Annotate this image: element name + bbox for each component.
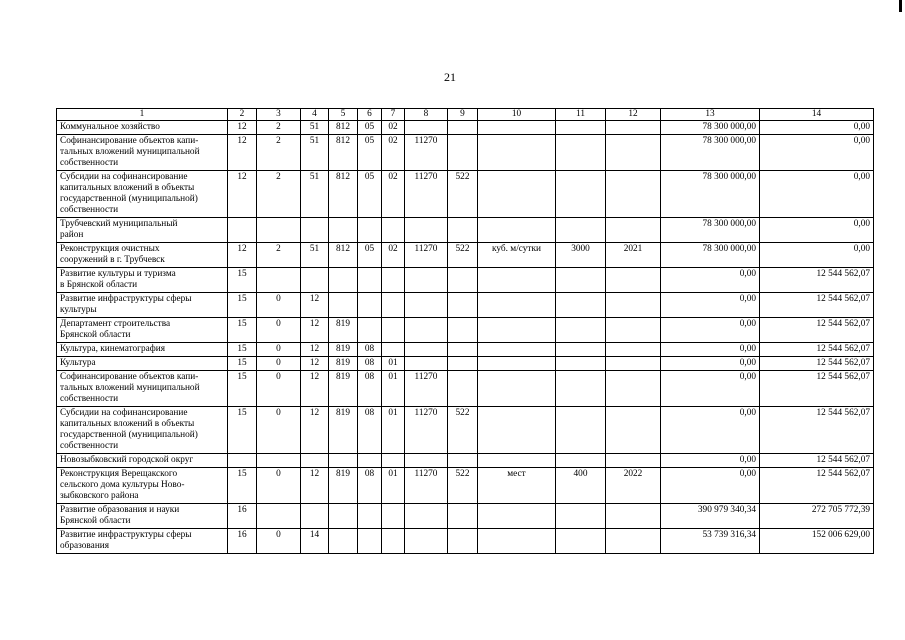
table-cell-col-13: 390 979 340,34 xyxy=(661,504,760,529)
table-row xyxy=(57,318,874,343)
table-cell-col-11: 3000 xyxy=(556,243,606,268)
table-cell-col-14: 12 544 562,07 xyxy=(760,407,874,454)
table-cell-col-7 xyxy=(382,504,405,529)
table-cell-col-2: 15 xyxy=(228,318,257,343)
column-header-14: 14 xyxy=(760,109,874,121)
table-cell-col-7: 02 xyxy=(382,135,405,171)
table-cell-col-4: 51 xyxy=(301,243,329,268)
table-cell-col-10 xyxy=(478,504,556,529)
table-cell-col-8 xyxy=(405,454,448,468)
table-cell-col-9 xyxy=(448,318,478,343)
table-cell-col-2 xyxy=(228,218,257,243)
table-cell-col-6 xyxy=(358,268,382,293)
table-cell-col-3 xyxy=(257,454,301,468)
row-name-cell: Софинансирование объектов капи- тальных вложений муниципальной собственности xyxy=(57,371,228,407)
table-cell-col-12 xyxy=(606,171,661,218)
row-name-cell: Культура xyxy=(57,357,228,371)
row-name-cell: Развитие культуры и туризма в Брянской области xyxy=(57,268,228,293)
table-cell-col-9 xyxy=(448,529,478,554)
table-cell-col-5: 819 xyxy=(329,468,358,504)
table-cell-col-10: мест xyxy=(478,468,556,504)
row-name-cell: Коммунальное хозяйство xyxy=(57,121,228,135)
table-cell-col-4: 12 xyxy=(301,371,329,407)
table-cell-col-11 xyxy=(556,407,606,454)
table-cell-col-6: 08 xyxy=(358,343,382,357)
table-cell-col-12 xyxy=(606,343,661,357)
table-cell-col-5 xyxy=(329,293,358,318)
row-name-cell: Реконструкция Верещакского сельского дома культуры Ново- зыбковского района xyxy=(57,468,228,504)
table-cell-col-14: 0,00 xyxy=(760,121,874,135)
table-cell-col-6 xyxy=(358,504,382,529)
table-cell-col-4: 12 xyxy=(301,343,329,357)
table-cell-col-12 xyxy=(606,318,661,343)
table-cell-col-8 xyxy=(405,357,448,371)
column-header-1: 1 xyxy=(57,109,228,121)
row-name-cell: Культура, кинематография xyxy=(57,343,228,357)
table-cell-col-2: 16 xyxy=(228,504,257,529)
table-row xyxy=(57,371,874,407)
table-cell-col-6 xyxy=(358,293,382,318)
table-cell-col-6 xyxy=(358,529,382,554)
table-cell-col-14: 12 544 562,07 xyxy=(760,268,874,293)
table-cell-col-14: 12 544 562,07 xyxy=(760,357,874,371)
table-cell-col-11 xyxy=(556,371,606,407)
table-cell-col-3: 0 xyxy=(257,407,301,454)
table-cell-col-14: 0,00 xyxy=(760,218,874,243)
column-header-5: 5 xyxy=(329,109,358,121)
table-cell-col-5 xyxy=(329,529,358,554)
table-cell-col-14: 152 006 629,00 xyxy=(760,529,874,554)
table-cell-col-4: 12 xyxy=(301,407,329,454)
table-cell-col-7 xyxy=(382,218,405,243)
table-cell-col-4: 12 xyxy=(301,293,329,318)
table-cell-col-9: 522 xyxy=(448,468,478,504)
table-cell-col-12 xyxy=(606,293,661,318)
table-cell-col-8 xyxy=(405,529,448,554)
table-cell-col-13: 0,00 xyxy=(661,343,760,357)
table-cell-col-5 xyxy=(329,268,358,293)
table-cell-col-7 xyxy=(382,293,405,318)
table-cell-col-9 xyxy=(448,218,478,243)
table-row xyxy=(57,243,874,268)
table-cell-col-3: 2 xyxy=(257,121,301,135)
table-cell-col-10 xyxy=(478,343,556,357)
table-cell-col-13: 78 300 000,00 xyxy=(661,218,760,243)
table-cell-col-3: 0 xyxy=(257,343,301,357)
table-cell-col-2: 16 xyxy=(228,529,257,554)
table-cell-col-5 xyxy=(329,218,358,243)
table-cell-col-4 xyxy=(301,218,329,243)
table-cell-col-8: 11270 xyxy=(405,135,448,171)
table-cell-col-9 xyxy=(448,504,478,529)
table-cell-col-7: 02 xyxy=(382,171,405,218)
table-row xyxy=(57,407,874,454)
table-cell-col-12 xyxy=(606,529,661,554)
table-cell-col-12 xyxy=(606,121,661,135)
row-name-cell: Субсидии на софинансирование капитальных вложений в объекты государственной (муниципальной) собственности xyxy=(57,407,228,454)
table-row xyxy=(57,268,874,293)
table-cell-col-9 xyxy=(448,121,478,135)
table-cell-col-3: 0 xyxy=(257,468,301,504)
row-name-cell: Департамент строительства Брянской области xyxy=(57,318,228,343)
table-cell-col-10 xyxy=(478,135,556,171)
table-cell-col-12 xyxy=(606,135,661,171)
table-cell-col-11 xyxy=(556,318,606,343)
column-header-13: 13 xyxy=(661,109,760,121)
table-cell-col-6: 08 xyxy=(358,357,382,371)
table-cell-col-5: 819 xyxy=(329,371,358,407)
table-cell-col-3: 0 xyxy=(257,371,301,407)
table-cell-col-4 xyxy=(301,454,329,468)
table-row xyxy=(57,357,874,371)
table-cell-col-6: 05 xyxy=(358,135,382,171)
table-cell-col-6: 05 xyxy=(358,121,382,135)
table-cell-col-4: 12 xyxy=(301,357,329,371)
table-cell-col-2: 15 xyxy=(228,268,257,293)
table-cell-col-13: 78 300 000,00 xyxy=(661,135,760,171)
table-cell-col-7: 02 xyxy=(382,121,405,135)
row-name-cell: Трубчевский муниципальный район xyxy=(57,218,228,243)
table-cell-col-10 xyxy=(478,454,556,468)
table-cell-col-3: 0 xyxy=(257,318,301,343)
table-cell-col-9: 522 xyxy=(448,407,478,454)
table-cell-col-5: 819 xyxy=(329,357,358,371)
row-name-cell: Развитие инфраструктуры сферы культуры xyxy=(57,293,228,318)
table-cell-col-3 xyxy=(257,218,301,243)
table-cell-col-12 xyxy=(606,407,661,454)
table-cell-col-10 xyxy=(478,529,556,554)
table-cell-col-3: 2 xyxy=(257,135,301,171)
table-cell-col-13: 0,00 xyxy=(661,357,760,371)
table-row xyxy=(57,529,874,554)
edge-mark xyxy=(899,0,902,12)
table-cell-col-6: 05 xyxy=(358,243,382,268)
table-cell-col-8 xyxy=(405,268,448,293)
table-cell-col-11 xyxy=(556,454,606,468)
table-cell-col-4: 51 xyxy=(301,121,329,135)
table-cell-col-2: 12 xyxy=(228,171,257,218)
table-cell-col-13: 78 300 000,00 xyxy=(661,243,760,268)
table-cell-col-3: 2 xyxy=(257,171,301,218)
table-cell-col-6: 08 xyxy=(358,371,382,407)
table-cell-col-11 xyxy=(556,357,606,371)
column-header-12: 12 xyxy=(606,109,661,121)
table-cell-col-11 xyxy=(556,343,606,357)
table-cell-col-12 xyxy=(606,504,661,529)
table-cell-col-11: 400 xyxy=(556,468,606,504)
table-cell-col-7 xyxy=(382,454,405,468)
table-cell-col-5: 812 xyxy=(329,171,358,218)
table-cell-col-8: 11270 xyxy=(405,243,448,268)
table-cell-col-13: 0,00 xyxy=(661,293,760,318)
table-cell-col-10 xyxy=(478,293,556,318)
table-cell-col-12: 2021 xyxy=(606,243,661,268)
table-cell-col-2: 12 xyxy=(228,243,257,268)
table-cell-col-11 xyxy=(556,529,606,554)
table-row xyxy=(57,293,874,318)
table-cell-col-10 xyxy=(478,218,556,243)
table-cell-col-4: 12 xyxy=(301,318,329,343)
table-cell-col-14: 12 544 562,07 xyxy=(760,371,874,407)
table-cell-col-3: 2 xyxy=(257,243,301,268)
table-cell-col-4 xyxy=(301,504,329,529)
table-cell-col-7: 01 xyxy=(382,407,405,454)
table-cell-col-6 xyxy=(358,218,382,243)
table-cell-col-6: 08 xyxy=(358,468,382,504)
table-cell-col-8 xyxy=(405,504,448,529)
column-header-8: 8 xyxy=(405,109,448,121)
table-cell-col-12 xyxy=(606,218,661,243)
table-cell-col-9 xyxy=(448,454,478,468)
table-cell-col-10 xyxy=(478,268,556,293)
table-cell-col-13: 0,00 xyxy=(661,318,760,343)
row-name-cell: Развитие инфраструктуры сферы образования xyxy=(57,529,228,554)
row-name-cell: Субсидии на софинансирование капитальных вложений в объекты государственной (муниципальной) собственности xyxy=(57,171,228,218)
column-header-7: 7 xyxy=(382,109,405,121)
table-cell-col-10 xyxy=(478,407,556,454)
table-cell-col-3 xyxy=(257,268,301,293)
table-cell-col-4 xyxy=(301,268,329,293)
table-cell-col-10 xyxy=(478,318,556,343)
table-cell-col-8 xyxy=(405,343,448,357)
table-cell-col-8 xyxy=(405,218,448,243)
table-cell-col-2: 15 xyxy=(228,357,257,371)
table-cell-col-4: 14 xyxy=(301,529,329,554)
table-cell-col-2: 12 xyxy=(228,121,257,135)
table-cell-col-14: 0,00 xyxy=(760,243,874,268)
table-cell-col-9 xyxy=(448,343,478,357)
table-cell-col-10 xyxy=(478,371,556,407)
table-cell-col-8 xyxy=(405,121,448,135)
table-cell-col-2: 15 xyxy=(228,407,257,454)
table-cell-col-5: 819 xyxy=(329,407,358,454)
table-cell-col-5: 819 xyxy=(329,318,358,343)
table-cell-col-9 xyxy=(448,135,478,171)
table-cell-col-7: 01 xyxy=(382,468,405,504)
column-header-6: 6 xyxy=(358,109,382,121)
table-cell-col-13: 0,00 xyxy=(661,468,760,504)
column-header-11: 11 xyxy=(556,109,606,121)
table-cell-col-13: 0,00 xyxy=(661,454,760,468)
table-cell-col-4: 12 xyxy=(301,468,329,504)
table-cell-col-11 xyxy=(556,135,606,171)
table-cell-col-6 xyxy=(358,454,382,468)
table-cell-col-7 xyxy=(382,343,405,357)
table-cell-col-3 xyxy=(257,504,301,529)
column-header-4: 4 xyxy=(301,109,329,121)
table-cell-col-12 xyxy=(606,268,661,293)
table-cell-col-14: 272 705 772,39 xyxy=(760,504,874,529)
table-cell-col-2: 15 xyxy=(228,343,257,357)
table-cell-col-3: 0 xyxy=(257,529,301,554)
table-cell-col-13: 78 300 000,00 xyxy=(661,121,760,135)
table-row xyxy=(57,218,874,243)
table-cell-col-10 xyxy=(478,357,556,371)
table-cell-col-8: 11270 xyxy=(405,171,448,218)
table-cell-col-6: 08 xyxy=(358,407,382,454)
table-cell-col-7: 02 xyxy=(382,243,405,268)
table-cell-col-7: 01 xyxy=(382,357,405,371)
table-cell-col-8: 11270 xyxy=(405,468,448,504)
table-cell-col-13: 0,00 xyxy=(661,407,760,454)
table-cell-col-8: 11270 xyxy=(405,407,448,454)
table-cell-col-12 xyxy=(606,357,661,371)
table-cell-col-12: 2022 xyxy=(606,468,661,504)
table-cell-col-2: 15 xyxy=(228,293,257,318)
table-cell-col-11 xyxy=(556,504,606,529)
table-cell-col-12 xyxy=(606,371,661,407)
table-cell-col-11 xyxy=(556,293,606,318)
table-cell-col-9: 522 xyxy=(448,243,478,268)
table-row xyxy=(57,121,874,135)
table-header-row xyxy=(57,109,874,121)
table-cell-col-9 xyxy=(448,293,478,318)
table-cell-col-5 xyxy=(329,454,358,468)
table-cell-col-8: 11270 xyxy=(405,371,448,407)
table-cell-col-4: 51 xyxy=(301,171,329,218)
table-body xyxy=(57,109,874,554)
row-name-cell: Софинансирование объектов капи- тальных вложений муниципальной собственности xyxy=(57,135,228,171)
budget-table xyxy=(56,108,874,554)
table-cell-col-6 xyxy=(358,318,382,343)
table-cell-col-12 xyxy=(606,454,661,468)
table-cell-col-14: 12 544 562,07 xyxy=(760,468,874,504)
table-cell-col-7 xyxy=(382,529,405,554)
table-row xyxy=(57,504,874,529)
table-cell-col-10: куб. м/сутки xyxy=(478,243,556,268)
table-cell-col-9 xyxy=(448,371,478,407)
table-row xyxy=(57,454,874,468)
table-cell-col-13: 0,00 xyxy=(661,371,760,407)
table-cell-col-11 xyxy=(556,171,606,218)
table-cell-col-14: 12 544 562,07 xyxy=(760,318,874,343)
table-cell-col-13: 0,00 xyxy=(661,268,760,293)
table-cell-col-5: 812 xyxy=(329,135,358,171)
table-cell-col-10 xyxy=(478,121,556,135)
table-row xyxy=(57,135,874,171)
table-row xyxy=(57,171,874,218)
column-header-9: 9 xyxy=(448,109,478,121)
table-cell-col-9 xyxy=(448,268,478,293)
table-cell-col-2 xyxy=(228,454,257,468)
table-cell-col-2: 15 xyxy=(228,468,257,504)
table-cell-col-9 xyxy=(448,357,478,371)
table-cell-col-11 xyxy=(556,218,606,243)
table-cell-col-4: 51 xyxy=(301,135,329,171)
table-cell-col-2: 15 xyxy=(228,371,257,407)
table-cell-col-14: 12 544 562,07 xyxy=(760,343,874,357)
table-cell-col-3: 0 xyxy=(257,357,301,371)
table-cell-col-11 xyxy=(556,121,606,135)
row-name-cell: Реконструкция очистных сооружений в г. Трубчевск xyxy=(57,243,228,268)
table-cell-col-7: 01 xyxy=(382,371,405,407)
table-row xyxy=(57,468,874,504)
table-cell-col-13: 53 739 316,34 xyxy=(661,529,760,554)
column-header-2: 2 xyxy=(228,109,257,121)
table-cell-col-8 xyxy=(405,318,448,343)
table-cell-col-8 xyxy=(405,293,448,318)
row-name-cell: Развитие образования и науки Брянской области xyxy=(57,504,228,529)
table-cell-col-9: 522 xyxy=(448,171,478,218)
table-cell-col-7 xyxy=(382,268,405,293)
table-cell-col-10 xyxy=(478,171,556,218)
table-cell-col-14: 12 544 562,07 xyxy=(760,454,874,468)
table-cell-col-2: 12 xyxy=(228,135,257,171)
table-cell-col-13: 78 300 000,00 xyxy=(661,171,760,218)
table-cell-col-14: 0,00 xyxy=(760,171,874,218)
table-cell-col-3: 0 xyxy=(257,293,301,318)
column-header-10: 10 xyxy=(478,109,556,121)
table-cell-col-6: 05 xyxy=(358,171,382,218)
column-header-3: 3 xyxy=(257,109,301,121)
table-cell-col-14: 12 544 562,07 xyxy=(760,293,874,318)
table-cell-col-14: 0,00 xyxy=(760,135,874,171)
table-cell-col-5 xyxy=(329,504,358,529)
table-cell-col-7 xyxy=(382,318,405,343)
row-name-cell: Новозыбковский городской округ xyxy=(57,454,228,468)
page-number: 21 xyxy=(444,70,456,84)
table-cell-col-11 xyxy=(556,268,606,293)
table-cell-col-5: 812 xyxy=(329,121,358,135)
table-row xyxy=(57,343,874,357)
table-cell-col-5: 819 xyxy=(329,343,358,357)
table-cell-col-5: 812 xyxy=(329,243,358,268)
